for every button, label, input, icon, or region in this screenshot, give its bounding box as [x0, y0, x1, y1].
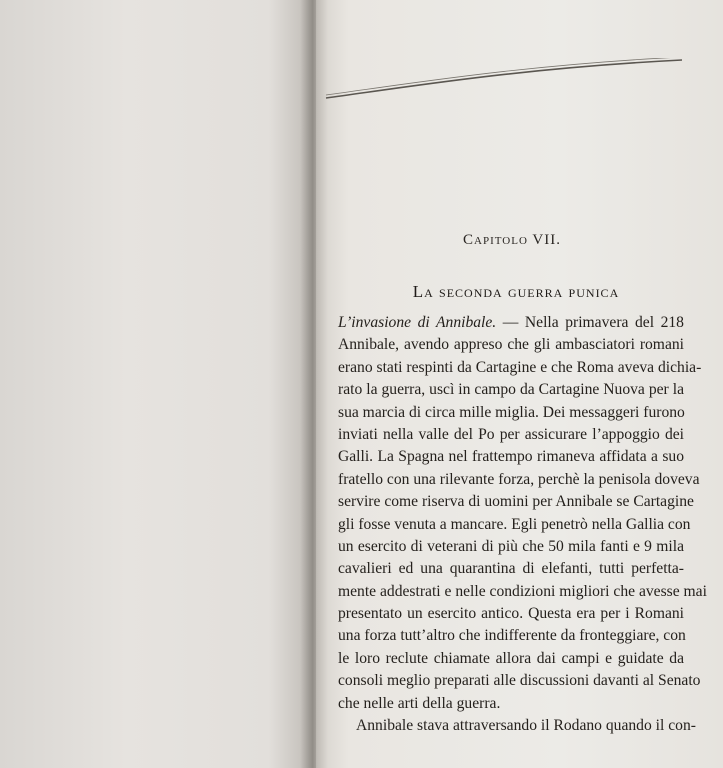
right-page — [316, 0, 723, 768]
text-line: rato la guerra, uscì in campo da Cartagine Nuova per la — [338, 381, 684, 399]
text-line: Annibale, avendo appreso che gli ambasciatori romani — [338, 336, 684, 354]
text-line-content: — Nella primavera del 218 — [496, 314, 684, 331]
text-line: sua marcia di circa mille miglia. Dei messaggeri furono — [338, 403, 685, 421]
chapter-title: La seconda guerra punica — [412, 282, 620, 301]
text-line: presentato un esercito antico. Questa era per i Romani — [338, 605, 684, 623]
text-line: che nelle arti della guerra. — [338, 694, 501, 712]
text-line: servire come riserva di uomini per Annibale se Cartagine — [338, 493, 694, 511]
chapter-label: Capitolo VII. — [463, 232, 561, 248]
text-line: cavalieri ed una quarantina di elefanti, tutti perfetta- — [338, 560, 684, 578]
text-line — [338, 312, 684, 334]
text-line: una forza tutt’altro che indifferente da fronteggiare, con — [338, 627, 686, 645]
text-line: fratello con una rilevante forza, perchè la penisola doveva — [338, 470, 700, 488]
text-line: Annibale stava attraversando il Rodano quando il con- — [356, 717, 696, 735]
text-line: mente addestrati e nelle condizioni migliori che avesse mai — [338, 582, 707, 600]
text-line: gli fosse venuta a mancare. Egli penetrò nella Gallia con — [338, 515, 691, 533]
header-rule — [324, 58, 684, 100]
left-page — [0, 0, 316, 768]
text-line: le loro reclute chiamate allora dai campi e guidate da — [338, 649, 684, 667]
body-text — [338, 312, 707, 737]
text-line: un esercito di veterani di più che 50 mila fanti e 9 mila — [338, 537, 684, 555]
text-line: erano stati respinti da Cartagine e che Roma aveva dichia- — [338, 358, 702, 376]
text-line: Galli. La Spagna nel frattempo rimaneva affidata a suo — [338, 448, 684, 466]
text-line: inviati nella valle del Po per assicurare l’appoggio dei — [338, 425, 684, 443]
book-gutter — [300, 0, 328, 768]
text-line: consoli meglio preparati alle discussioni davanti al Senato — [338, 672, 701, 690]
section-lead: L’invasione di Annibale. — [338, 314, 497, 331]
